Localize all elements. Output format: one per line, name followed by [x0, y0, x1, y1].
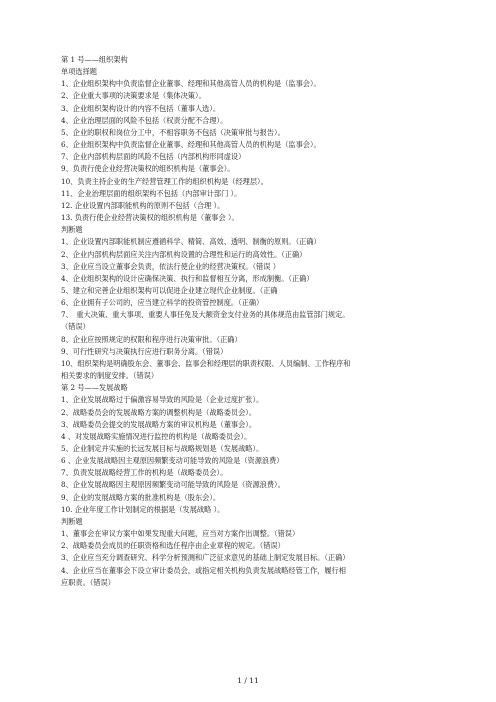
question-line: 4、企业组织架构的设计应确保决策、执行和监督相互分离，形成制衡。（正确） [61, 273, 314, 283]
question-line: 8、企业应按照规定的权限和程序进行决策审批。（正确） [61, 334, 242, 344]
question-line: 12. 企业设置内部职能机构的原则不包括（合理 ）。 [61, 200, 225, 210]
question-line: 1、企业组织架构中负责监督企业董事、经理和其他高管人员的机构是（监事会）。 [61, 79, 321, 89]
question-line: 4、企业治理层面的风险不包括（权责分配不合理）。 [61, 115, 228, 125]
section-subtitle: 判断题 [61, 516, 83, 526]
question-line: 7、 重大决策、重大事项、重要人事任免及大额资金支付业务的具体规范由监管部门规定。 [61, 310, 350, 320]
section-title: 第 2 号——发展战略 [61, 383, 128, 393]
question-line: 6、企业组织架构中负责监督企业董事、经理和其他高管人员的机构是（监事会）。 [61, 140, 321, 150]
question-line: 7、负责发展战略经营工作的机构是（战略委员会）。 [61, 468, 228, 478]
question-line: 4、企业应当在董事会下设立审计委员会，或指定相关机构负责发展战略经管工作，履行相 [61, 565, 346, 575]
question-line: 11、企业治理层面的组织架构不包括（内部审计部门 ）。 [61, 188, 242, 198]
question-line-continued: 相关要求的制度安排。（错误） [61, 371, 159, 381]
question-line: 7、企业内部机构层面的风险不包括（内部机构形同虚设） [61, 152, 246, 162]
question-line: 2、战略委员会的发展战略方案的调整机构是（战略委员会）。 [61, 407, 257, 417]
section-subtitle: 单项选择题 [61, 67, 97, 77]
question-line: 10、组织架构是明确股东会、董事会、监事会和经理层的职责权限、人员编制、工作程序和 [61, 358, 351, 368]
page-number: 1 / 11 [237, 676, 259, 685]
question-line: 9、负责行使企业经营决策权的组织机构是（董事会）。 [61, 164, 235, 174]
question-line: 5、建立和完善企业组织架构可以促进企业建立现代企业制度。（正确 [61, 285, 278, 295]
question-line: 2、企业内部机构层面应关注内部机构设置的合理性和运行的高效性。（正确） [61, 249, 307, 259]
section-title: 第 1 号——组织架构 [61, 55, 128, 64]
question-line: 4 、对发展战略实施情况进行监控的机构是（战略委员会）。 [61, 431, 252, 441]
question-line: 2、战略委员会成员的任职资格和选任程序由企业章程的规定。（错误） [61, 541, 285, 551]
section-subtitle: 判断题 [61, 225, 83, 235]
question-line: 5、企业的职权和岗位分工中，不相容职务不包括（决策审批与报告）。 [61, 127, 285, 137]
question-line: 10、负责主持企业的生产经营管理工作的组织机构是（经理层）。 [61, 176, 268, 186]
question-line: 3、战略委员会提交的发展战略方案的审议机构是（董事会）。 [61, 419, 257, 429]
question-line: 3、企业组织架构设计的内容不包括（董事人选）。 [61, 103, 221, 113]
question-line: 1、董事会在审议方案中如果发现重大问题，应当对方案作出调整。（错误） [61, 529, 300, 539]
question-line: 2、企业重大事项的决策要求是（集体决策）。 [61, 91, 206, 101]
document-body [61, 54, 441, 589]
question-line: 13. 负责行使企业经营决策权的组织机构是（董事会 ）。 [61, 213, 239, 223]
question-line: 9、企业的发展战略方案的批准机构是（股东会）。 [61, 492, 221, 502]
question-line: 3、企业应当充分调查研究、科学分析预测和广泛征求意见的基础上制定发展目标。（正确） [61, 553, 350, 563]
question-line-continued: （错误） [61, 322, 90, 332]
question-line: 5、企业制定并实施的长远发展目标与战略规划是（发展战略）。 [61, 444, 264, 453]
question-line: 3、企业应当设立董事会负责，依法行使企业的经营决策权。（错误 ） [61, 261, 280, 271]
question-line: 1、企业发展战略过于偏激容易导致的风险是（企业过度扩张）。 [61, 395, 264, 405]
question-line: 6 、企业发展战略因主观原因频繁变动可能导致的风险是（资源浪费） [61, 456, 284, 466]
question-line: 6、企业拥有子公司的，应当建立科学的投资管控制度。（正确） [61, 298, 264, 308]
question-line: 8、企业发展战略因主观原因频繁变动可能导致的风险是（资源浪费）。 [61, 480, 285, 490]
question-line: 10. 企业年度工作计划制定的根据是（发展战略 ）。 [61, 504, 225, 514]
question-line: 1、企业设置内部职能机制应遵循科学、精简、高效、透明、制衡的原则。（正确） [61, 237, 321, 247]
question-line-continued: 应职责。（错误） [61, 577, 115, 587]
question-line: 9、可行性研究与决策执行应进行职务分离。（错误） [61, 346, 228, 356]
